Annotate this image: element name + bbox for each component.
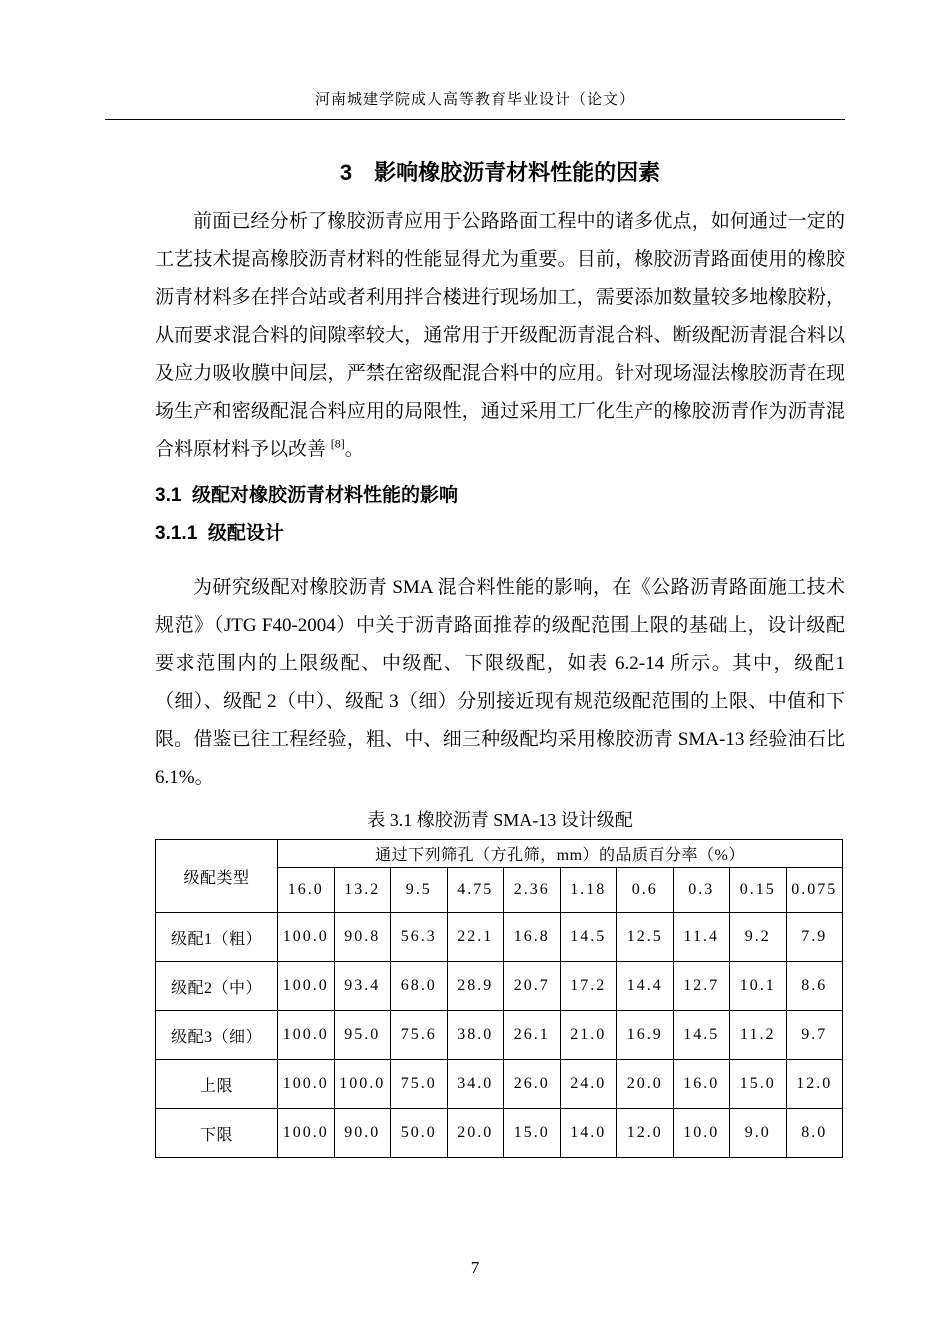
paragraph-2: 为研究级配对橡胶沥青 SMA 混合料性能的影响，在《公路沥青路面施工技术规范》（JTG F40-2004）中关于沥青路面推荐的级配范围上限的基础上，设计级配要求范围内的上限级配、中级配、下限级配，如表 6.2-14 所示。其中，级配1（细）、级配 2（中）、级配 3（细）分别接近现有规范级配范围的上限、中值和下限。借鉴已往工程经验，粗、中、细三种级配均采用橡胶沥青 SMA-13 经验油石比 6.1%。 [155, 577, 845, 788]
value-cell: 100.0 [278, 913, 335, 962]
value-cell: 17.2 [560, 962, 617, 1011]
value-cell: 75.0 [391, 1060, 448, 1109]
paragraph-1-end: 。 [344, 439, 364, 460]
gradation-label-cell: 上限 [156, 1060, 278, 1109]
paragraph-1 [155, 203, 845, 469]
sieve-size-cell: 2.36 [504, 868, 561, 913]
table-header-row-1 [156, 840, 843, 868]
value-cell: 20.0 [447, 1109, 504, 1158]
value-cell: 56.3 [391, 913, 448, 962]
sieve-size-cell: 1.18 [560, 868, 617, 913]
value-cell: 12.0 [786, 1060, 843, 1109]
value-cell: 95.0 [334, 1011, 391, 1060]
sieve-size-cell: 13.2 [334, 868, 391, 913]
value-cell: 9.2 [730, 913, 787, 962]
value-cell: 11.2 [730, 1011, 787, 1060]
value-cell: 34.0 [447, 1060, 504, 1109]
value-cell: 14.5 [560, 913, 617, 962]
value-cell: 21.0 [560, 1011, 617, 1060]
table-row [156, 962, 843, 1011]
gradation-table [155, 839, 843, 1158]
value-cell: 100.0 [278, 962, 335, 1011]
value-cell: 100.0 [278, 1060, 335, 1109]
sieve-size-cell: 0.3 [673, 868, 730, 913]
value-cell: 9.0 [730, 1109, 787, 1158]
citation-ref: [8] [330, 436, 345, 451]
value-cell: 9.7 [786, 1011, 843, 1060]
value-cell: 26.0 [504, 1060, 561, 1109]
header-divider [105, 119, 845, 120]
sieve-size-cell: 0.15 [730, 868, 787, 913]
page-header [105, 88, 845, 119]
value-cell: 12.0 [617, 1109, 674, 1158]
value-cell: 10.0 [673, 1109, 730, 1158]
value-cell: 90.0 [334, 1109, 391, 1158]
value-cell: 100.0 [278, 1109, 335, 1158]
value-cell: 93.4 [334, 962, 391, 1011]
value-cell: 11.4 [673, 913, 730, 962]
value-cell: 12.7 [673, 962, 730, 1011]
value-cell: 68.0 [391, 962, 448, 1011]
table-row [156, 1011, 843, 1060]
value-cell: 16.8 [504, 913, 561, 962]
value-cell: 16.0 [673, 1060, 730, 1109]
sieve-size-cell: 4.75 [447, 868, 504, 913]
value-cell: 26.1 [504, 1011, 561, 1060]
table-row [156, 1109, 843, 1158]
paragraph-1-text: 前面已经分析了橡胶沥青应用于公路路面工程中的诸多优点，如何通过一定的工艺技术提高橡胶沥青材料的性能显得尤为重要。目前，橡胶沥青路面使用的橡胶沥青材料多在拌合站或者利用拌合楼进行现场加工，需要添加数量较多地橡胶粉，从而要求混合料的间隙率较大，通常用于开级配沥青混合料、断级配沥青混合料以及应力吸收膜中间层，严禁在密级配混合料中的应用。针对现场湿法橡胶沥青在现场生产和密级配混合料应用的局限性，通过采用工厂化生产的橡胶沥青作为沥青混合料原材料予以改善 [155, 211, 845, 460]
value-cell: 12.5 [617, 913, 674, 962]
value-cell: 15.0 [504, 1109, 561, 1158]
header-text: 河南城建学院成人高等教育毕业设计（论文） [314, 92, 635, 108]
row-header-cell: 级配类型 [156, 840, 278, 913]
value-cell: 22.1 [447, 913, 504, 962]
sieve-size-cell: 9.5 [391, 868, 448, 913]
column-group-header: 通过下列筛孔（方孔筛，mm）的品质百分率（%） [278, 840, 843, 868]
table-head [156, 840, 843, 913]
gradation-label-cell: 级配1（粗） [156, 913, 278, 962]
value-cell: 50.0 [391, 1109, 448, 1158]
value-cell: 100.0 [334, 1060, 391, 1109]
value-cell: 28.9 [447, 962, 504, 1011]
page-content [155, 156, 845, 1158]
sieve-size-cell: 0.075 [786, 868, 843, 913]
value-cell: 16.9 [617, 1011, 674, 1060]
value-cell: 10.1 [730, 962, 787, 1011]
value-cell: 75.6 [391, 1011, 448, 1060]
value-cell: 14.0 [560, 1109, 617, 1158]
gradation-label-cell: 级配2（中） [156, 962, 278, 1011]
section-heading-3-1: 3.1 级配对橡胶沥青材料性能的影响 [155, 485, 458, 506]
value-cell: 100.0 [278, 1011, 335, 1060]
sieve-size-cell: 16.0 [278, 868, 335, 913]
table-row [156, 913, 843, 962]
value-cell: 38.0 [447, 1011, 504, 1060]
value-cell: 7.9 [786, 913, 843, 962]
subsection-heading-3-1-1: 3.1.1 级配设计 [155, 523, 284, 544]
value-cell: 20.7 [504, 962, 561, 1011]
value-cell: 8.6 [786, 962, 843, 1011]
table-caption: 表 3.1 橡胶沥青 SMA-13 设计级配 [367, 810, 633, 830]
value-cell: 14.4 [617, 962, 674, 1011]
table-row [156, 1060, 843, 1109]
page-footer [0, 1258, 950, 1278]
chapter-title: 3 影响橡胶沥青材料性能的因素 [339, 160, 661, 185]
value-cell: 8.0 [786, 1109, 843, 1158]
table-body [156, 913, 843, 1158]
value-cell: 20.0 [617, 1060, 674, 1109]
page-number: 7 [470, 1258, 480, 1277]
gradation-label-cell: 级配3（细） [156, 1011, 278, 1060]
value-cell: 90.8 [334, 913, 391, 962]
value-cell: 14.5 [673, 1011, 730, 1060]
sieve-size-cell: 0.6 [617, 868, 674, 913]
gradation-label-cell: 下限 [156, 1109, 278, 1158]
value-cell: 15.0 [730, 1060, 787, 1109]
value-cell: 24.0 [560, 1060, 617, 1109]
